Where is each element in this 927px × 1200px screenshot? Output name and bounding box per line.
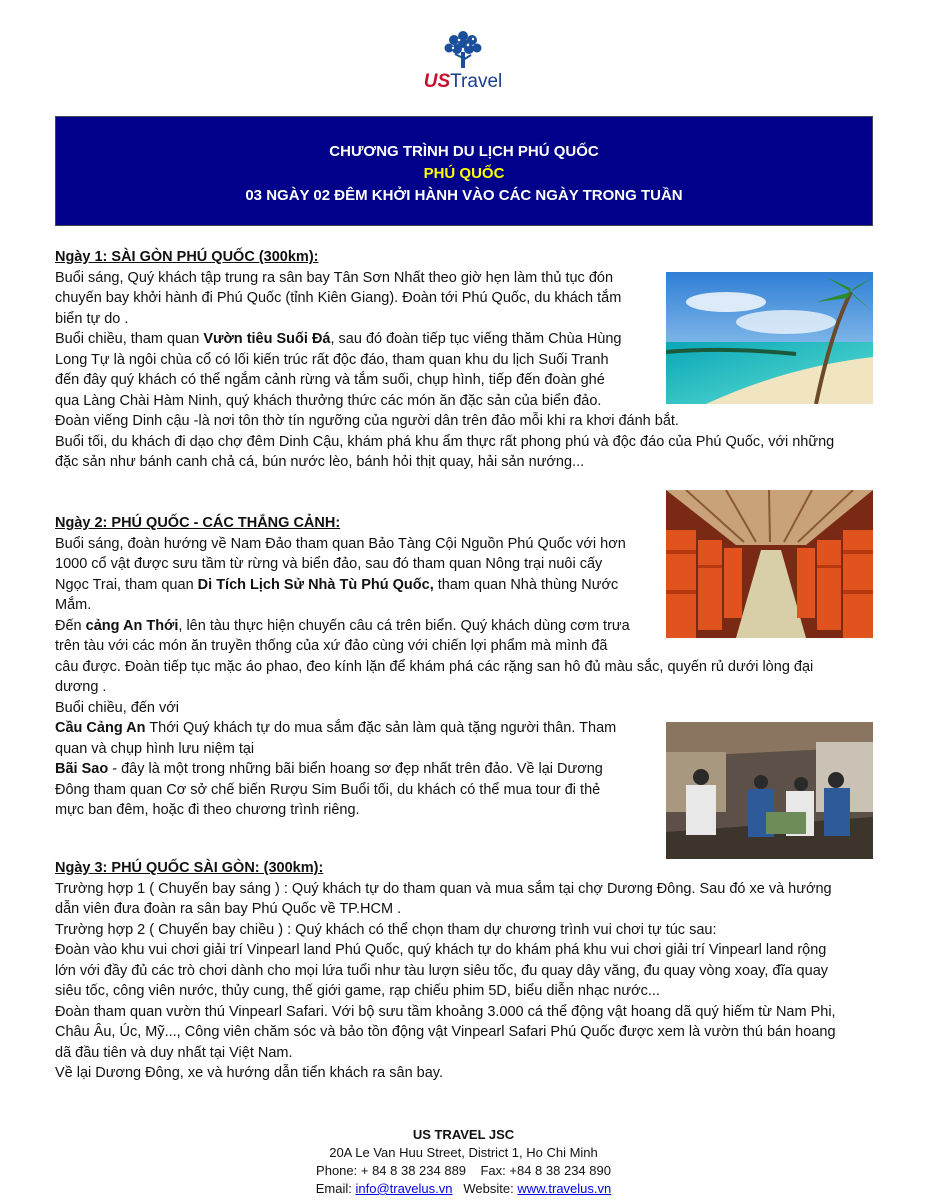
day3-text: Đoàn tham quan vườn thú Vinpearl Safari. Với bộ sưu tầm khoảng 3.000 cá thể động vật hoang dã quý hiếm từ Nam Phi, xyxy=(55,1003,836,1020)
day2-text: Đến cảng An Thới, lên tàu thực hiện chuyến câu cá trên biển. Quý khách dùng cơm trưa xyxy=(55,617,630,634)
footer xyxy=(0,1126,927,1198)
day1-text: Long Tự là ngôi chùa cổ có lối kiến trúc rất độc đáo, tham quan khu du lịch Suối Tranh xyxy=(55,351,609,368)
day2-text: trên tàu với các món ăn truyền thống của xứ đảo cùng với chiến lợi phẩm mà mình đã xyxy=(55,638,608,654)
footer-company: US TRAVEL JSC xyxy=(412,1127,515,1142)
website-link[interactable]: www.travelus.vn xyxy=(517,1181,612,1196)
day1-text: chuyến bay khởi hành đi Phú Quốc (tỉnh Kiên Giang). Đoàn tới Phú Quốc, du khách tắm xyxy=(55,290,622,306)
highlight-nha-tu: Di Tích Lịch Sử Nhà Tù Phú Quốc, xyxy=(197,576,434,593)
day1-text: biển tự do . xyxy=(55,310,129,327)
day2-text: Đông tham quan Cơ sở chế biến Rượu Sim Buổi tối, du khách có thể mua tour đi thẻ xyxy=(55,781,601,798)
day2-text: mực ban đêm, hoặc đi theo chương trình riêng. xyxy=(55,802,360,818)
highlight-cau-cang: Cầu Cảng An xyxy=(55,720,146,736)
day2-heading: Ngày 2: PHÚ QUỐC - CÁC THẮNG CẢNH: xyxy=(55,515,341,531)
day2-text: Cầu Cảng An Thới Quý khách tự do mua sắm đặc sản làm quà tặng người thân. Tham xyxy=(55,720,617,736)
tree-icon xyxy=(443,28,483,72)
day1-text: Buổi chiều, tham quan Vườn tiêu Suối Đá, sau đó đoàn tiếp tục viếng thăm Chùa Hùng xyxy=(55,331,622,347)
beach-photo xyxy=(666,272,873,404)
day2-text: Ngọc Trai, tham quan Di Tích Lịch Sử Nhà Tù Phú Quốc, tham quan Nhà thùng Nước xyxy=(55,576,619,593)
day3-section xyxy=(55,858,875,1084)
day3-text: Trường hợp 2 ( Chuyến bay chiều ) : Quý khách có thể chọn tham dự chương trình vui chơi tự túc sau: xyxy=(55,921,717,938)
email-link[interactable]: info@travelus.vn xyxy=(355,1181,453,1196)
day1-text: Buổi tối, du khách đi dạo chợ đêm Dinh Cậu, khám phá khu ẩm thực rất phong phú và độc đáo của Phú Quốc, với những xyxy=(55,433,835,450)
day2-text: 1000 cổ vật được sưu tầm từ rừng và biển đảo, sau đó tham quan Nông trại nuôi cấy xyxy=(55,556,603,572)
day3-text: Trường hợp 1 ( Chuyến bay sáng ) : Quý khách tự do tham quan và mua sắm tại chợ Dương Đông. Sau đó xe và hướng xyxy=(55,880,832,897)
logo-us-text: US xyxy=(423,71,451,92)
footer-address: 20A Le Van Huu Street, District 1, Ho Chi Minh xyxy=(329,1145,598,1160)
day3-heading: Ngày 3: PHÚ QUỐC SÀI GÒN: (300km): xyxy=(55,860,324,876)
day1-text: Đoàn viếng Dinh cậu -là nơi tôn thờ tín ngưỡng của người dân trên đảo mỗi khi ra khơi đánh bắt. xyxy=(55,413,679,429)
day3-text: Đoàn vào khu vui chơi giải trí Vinpearl land Phú Quốc, quý khách tự do khám phá khu vui chơi giải trí Vinpearl land rộng xyxy=(55,942,827,958)
day1-text: Buổi sáng, Quý khách tập trung ra sân bay Tân Sơn Nhất theo giờ hẹn làm thủ tục đón xyxy=(55,269,614,286)
day1-text: đến đây quý khách có thể ngắm cảnh rừng và tắm suối, chụp hình, tiếp đến đoàn ghé xyxy=(55,372,605,388)
day1-text: đặc sản như bánh canh chả cá, bún nước lèo, bánh hỏi thịt quay, hải sản nướng... xyxy=(55,454,585,470)
banner-duration: 03 NGÀY 02 ĐÊM KHỞI HÀNH VÀO CÁC NGÀY TRONG TUẦN xyxy=(245,187,683,204)
day2-text: Bãi Sao - đây là một trong những bãi biển hoang sơ đẹp nhất trên đảo. Về lại Dương xyxy=(55,761,603,777)
pearl-farm-visitors-photo xyxy=(666,722,873,859)
day2-text: quan và chụp hình lưu niệm tại xyxy=(55,740,255,757)
highlight-vuon-tieu: Vườn tiêu Suối Đá xyxy=(203,331,331,347)
title-banner xyxy=(55,116,873,226)
highlight-bai-sao: Bãi Sao xyxy=(55,761,109,777)
day2-text: Buổi chiều, đến với xyxy=(55,699,179,716)
day3-text: lớn với đầy đủ các trò chơi dành cho mọi lứa tuổi như tàu lượn siêu tốc, đu quay dây văng, đu quay vòng xoay, đĩa quay xyxy=(55,962,829,979)
day3-text: Về lại Dương Đông, xe và hướng dẫn tiển khách ra sân bay. xyxy=(55,1065,443,1081)
day2-text: Buổi sáng, đoàn hướng về Nam Đảo tham quan Bảo Tàng Cội Nguồn Phú Quốc với hơn xyxy=(55,535,626,552)
day2-text: dương . xyxy=(55,679,107,695)
day1-heading: Ngày 1: SÀI GÒN PHÚ QUỐC (300km): xyxy=(55,249,319,265)
banner-title: CHƯƠNG TRÌNH DU LỊCH PHÚ QUỐC xyxy=(329,143,599,160)
day3-text: dã đầu tiên và duy nhất tại Việt Nam. xyxy=(55,1044,293,1061)
fish-sauce-barrels-photo xyxy=(666,490,873,638)
day3-text: Châu Âu, Úc, Mỹ..., Công viên chăm sóc và bảo tồn động vật Vinpearl Safari Phú Quốc được xem là vườn thú bán hoang xyxy=(55,1024,836,1040)
footer-phone: Phone: + 84 8 38 234 889 Fax: +84 8 38 234 890 xyxy=(316,1163,611,1178)
footer-contact: Email: info@travelus.vn Website: www.travelus.vn xyxy=(315,1181,612,1196)
day1-text: qua Làng Chài Hàm Ninh, quý khách thưởng thức các món ăn đặc sản của biển đảo. xyxy=(55,392,602,409)
day3-text: siêu tốc, công viên nước, thủy cung, thế giới game, rạp chiếu phim 5D, biểu diễn nhạc nước... xyxy=(55,983,660,999)
day2-text: câu được. Đoàn tiếp tục mặc áo phao, đeo kính lặn để khám phá các rặng san hô đủ màu sắc, quyến rủ dưới lòng đại xyxy=(55,658,814,675)
day3-text: dẫn viên đưa đoàn ra sân bay Phú Quốc về TP.HCM . xyxy=(55,901,402,917)
highlight-cang-an-thoi: cảng An Thới xyxy=(85,617,179,634)
logo-travel-text: Travel xyxy=(450,71,503,92)
us-travel-logo xyxy=(418,28,508,98)
banner-destination: PHÚ QUỐC xyxy=(423,165,505,182)
day2-text: Mắm. xyxy=(55,597,92,613)
